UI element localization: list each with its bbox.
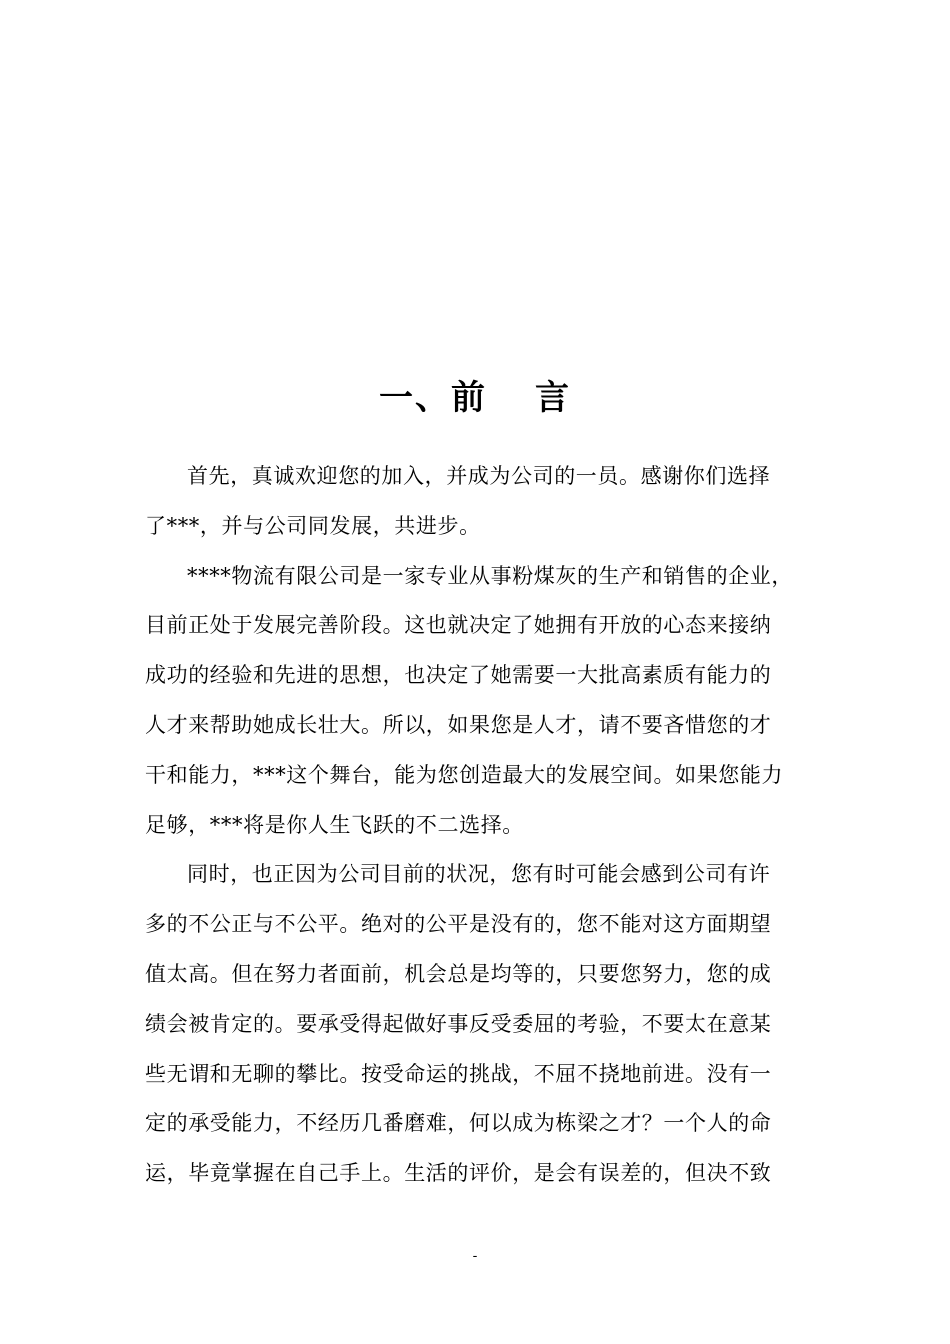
paragraph-line: 干和能力，***这个舞台，能为您创造最大的发展空间。如果您能力 [145, 762, 784, 787]
paragraph-line: 运，毕竟掌握在自己手上。生活的评价，是会有误差的，但决不致 [145, 1161, 772, 1186]
paragraph-line: 些无谓和无聊的攀比。按受命运的挑战，不屈不挠地前进。没有一 [145, 1061, 772, 1086]
title-part-1: 一、前 [379, 378, 487, 418]
paragraph-line: 首先，真诚欢迎您的加入，并成为公司的一员。感谢你们选择 [187, 464, 771, 488]
section-title [0, 372, 950, 424]
paragraph-2 [145, 552, 813, 851]
paragraph-line: 人才来帮助她成长壮大。所以，如果您是人才，请不要吝惜您的才 [145, 712, 772, 737]
paragraph-line: 绩会被肯定的。要承受得起做好事反受委屈的考验，不要太在意某 [145, 1011, 772, 1036]
paragraph-line: 多的不公正与不公平。绝对的公平是没有的，您不能对这方面期望 [145, 912, 772, 937]
paragraph-1 [145, 452, 813, 552]
paragraph-line: 值太高。但在努力者面前，机会总是均等的，只要您努力，您的成 [145, 961, 772, 986]
paragraph-line: 同时，也正因为公司目前的状况，您有时可能会感到公司有许 [187, 862, 771, 887]
paragraph-line: 目前正处于发展完善阶段。这也就决定了她拥有开放的心态来接纳 [145, 613, 772, 638]
paragraph-line: ****物流有限公司是一家专业从事粉煤灰的生产和销售的企业， [187, 563, 793, 588]
paragraph-line: 成功的经验和先进的思想，也决定了她需要一大批高素质有能力的 [145, 663, 772, 688]
title-part-2: 言 [535, 378, 571, 418]
page-footer-mark: - [472, 1248, 478, 1264]
paragraph-line: 足够，***将是你人生飞跃的不二选择。 [145, 812, 524, 837]
paragraph-line: 了***，并与公司同发展，共进步。 [145, 513, 481, 538]
paragraph-line: 定的承受能力，不经历几番磨难，何以成为栋梁之才？一个人的命 [145, 1111, 772, 1136]
paragraph-3 [145, 850, 813, 1199]
body-text [145, 452, 813, 1199]
